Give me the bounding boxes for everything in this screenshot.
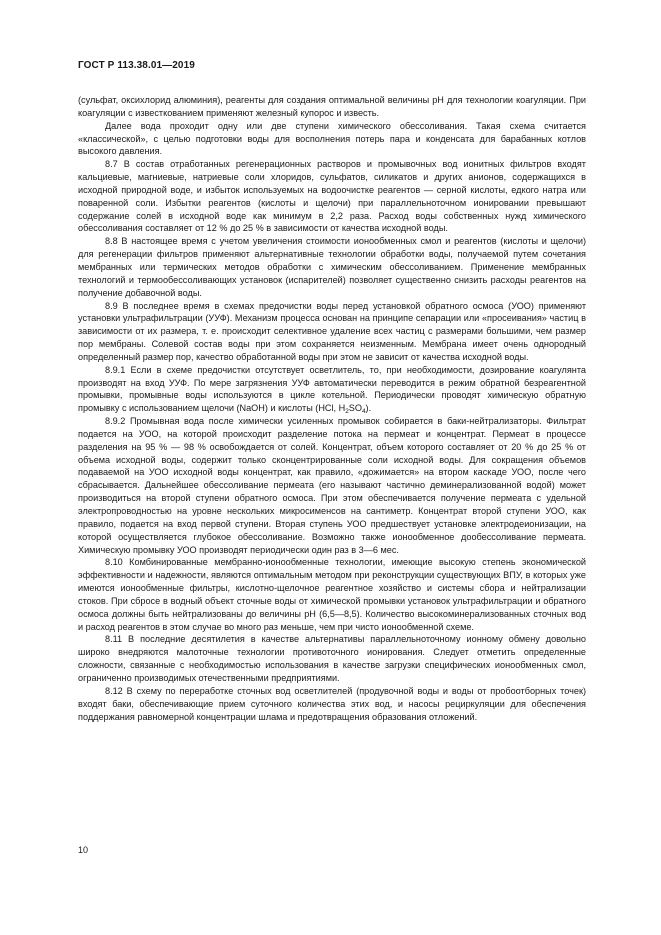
document-header: ГОСТ Р 113.38.01—2019 (78, 60, 195, 71)
paragraph-text: 8.9.1 Если в схеме предочистки отсутствует осветлитель, то, при необходимости, дозирование коагулянта производят на вход УУФ. По мере загрязнения УУФ автоматически переводится в режим обратной безреагентной промывки, промывные воды используются в цикле котельной. Периодически проводят химическую обратную промывку с использованием щелочи (NaOH) и кислоты (HCl, H (78, 364, 586, 414)
formula-text: SO (348, 403, 362, 414)
paragraph-8-9: 8.9 В последнее время в схемах предочистки воды перед установкой обратного осмоса (УОО) применяют установки ультрафильтрации (УУФ). Механизм процесса основан на принципе сепарации или «просеивания» частиц в зависимости от их размера, т. е. происходит селективное удаление всех частиц с размерами большими, чем размер пор мембраны. Солевой состав воды при этом сохраняется неизменным. Мембрана имеет очень однородный определенный размер пор, качество обработанной воды при этом не зависит от качества исходной воды. (78, 300, 586, 362)
document-body (78, 94, 586, 723)
paragraph-8-7: 8.7 В состав отработанных регенерационных растворов и промывочных вод ионитных фильтров входят кальциевые, магниевые, натриевые соли хлоридов, сульфатов, силикатов и других анионов, содержащихся в исходной природной воде, и избыток используемых на водоочистке реагентов — серной кислоты, едкого натра или поваренной соли. Избытки реагентов (кислоты и щелочи) при параллельноточном ионировании превышают содержание солей в исходной воде как минимум в 2,2 раза. Расход воды собственных нужд химического обессоливания составляет от 12 % до 25 % в зависимости от качества исходной воды. (78, 159, 586, 234)
paragraph-8-9-2: 8.9.2 Промывная вода после химически усиленных промывок собирается в баки-нейтрализаторы. Фильтрат подается на УОО, на которой происходит разделение потока на пермеат и концентрат. Пермеат в процессе разделения на 95 % — 98 % освобождается от солей. Концентрат, объем которого составляет от 20 % до 25 % от объема исходной воды, содержит только сконцентрированные соли исходной воды. Для сокращения объемов подаваемой на УОО исходной воды концентрат, как правило, «дожимается» на втором каскаде УОО, после чего сбрасывается. Дальнейшее обессоливание пермеата (его называют частично деминерализованной водой) может производиться на второй ступени обратного осмоса. При этом обеспечивается получение пермеата с удельной электропроводностью на уровне нескольких микросименсов на сантиметр. Концентрат второй ступени УОО, как правило, подается на вход первой ступени. Вторая ступень УОО предшествует установке электродеионизации, на которой осуществляется глубокое обессоливание. Возможно также ионообменное дообессоливание пермеата. Химическую промывку УОО производят периодически один раз в 3—6 мес. (78, 416, 586, 555)
paragraph-continuation: (сульфат, оксихлорид алюминия), реагенты для создания оптимальной величины pH для технологии коагуляции. При коагуляции с известкованием применяют железный купорос и известь. (78, 95, 586, 118)
paragraph: Далее вода проходит одну или две ступени химического обессоливания. Такая схема считается «классической», с целью подготовки воды для восполнения потерь пара и конденсата для барабанных котлов высокого давления. (78, 120, 586, 157)
subscript: 4 (361, 408, 366, 416)
page-number: 10 (78, 845, 89, 855)
paragraph-text: ). (365, 403, 372, 414)
paragraph-8-9-1 (78, 364, 586, 415)
paragraph-8-8: 8.8 В настоящее время с учетом увеличения стоимости ионообменных смол и реагентов (кислоты и щелочи) для регенерации фильтров применяют альтернативные технологии обработки воды, получаемой путем сочетания мембранных или термических методов обработки с химическим обессоливанием. Применение мембранных технологий и термообессоливающих установок (испарителей) позволяет существенно снизить расходы реагентов на получение добавочной воды. (78, 236, 586, 298)
paragraph-8-12: 8.12 В схему по переработке сточных вод осветлителей (продувочной воды и воды от пробоотборных точек) входят баки, обеспечивающие прием суточного количества этих вод, и насосы рециркуляции для обеспечения поддержания равномерной концентрации шлама и предотвращения образования отложений. (78, 685, 586, 722)
paragraph-8-11: 8.11 В последние десятилетия в качестве альтернативы параллельноточному ионному обмену довольно широко внедряются малоточные технологии противоточного ионирования. Следует отметить определенные сложности, связанные с необходимостью использования в качестве загрузки специфических ионообменных смол, ограниченно производимых отечественными предприятиями. (78, 634, 586, 683)
subscript: 2 (345, 408, 349, 416)
paragraph-8-10: 8.10 Комбинированные мембранно-ионообменные технологии, имеющие высокую степень экономической эффективности и надежности, являются оптимальным методом при реконструкции существующих ВПУ, в которых уже имеются ионообменные фильтры, кислотно-щелочное реагентное хозяйство и системы сбора и нейтрализации стоков. При сбросе в водный объект сточные воды от химической промывки установок ультрафильтрации и обратного осмоса должны быть нейтрализованы до величины pH (6,5—8,5). Количество высокоминерализованных сточных вод и расход реагентов в этом случае во много раз меньше, чем при чисто ионообменной схеме. (78, 557, 586, 632)
